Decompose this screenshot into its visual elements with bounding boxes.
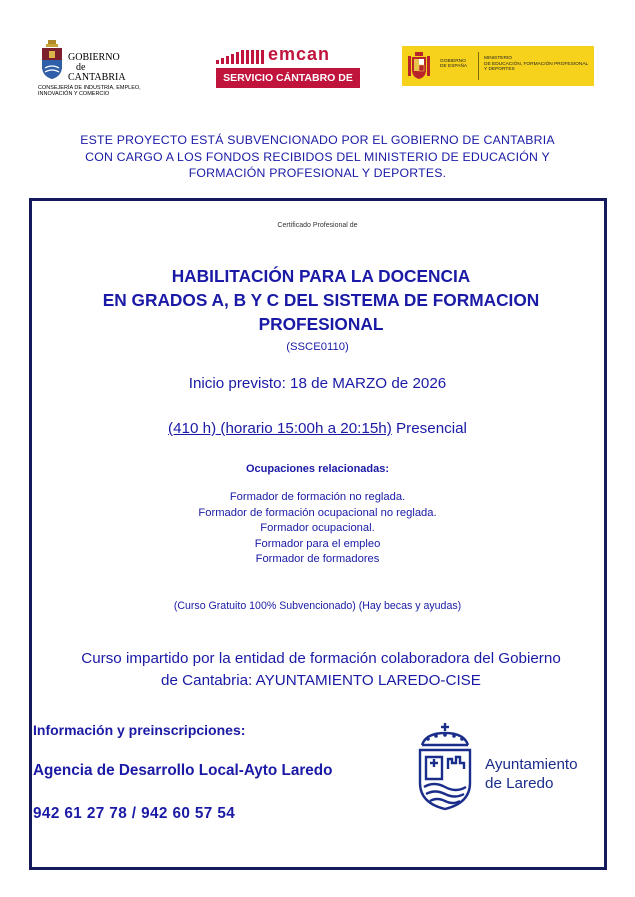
list-item: Formador de formación ocupacional no reglada. bbox=[198, 506, 437, 519]
info-heading: Información y preinscripciones: bbox=[33, 722, 246, 738]
emcan-dots-icon bbox=[216, 46, 266, 66]
subvencion-notice: ESTE PROYECTO ESTÁ SUBVENCIONADO POR EL GOBIERNO DE CANTABRIA CON CARGO A LOS FONDOS RECIBIDOS DEL MINISTERIO DE EDUCACIÓN Y FORMACIÓN PROFESIONAL Y DEPORTES. bbox=[80, 133, 555, 180]
entidad-colaboradora: Curso impartido por la entidad de formación colaboradora del Gobierno de Cantabria: AYUNTAMIENTO LAREDO-CISE bbox=[81, 650, 561, 689]
ayuntamiento-laredo-logo bbox=[416, 723, 616, 813]
ministerio-divider bbox=[478, 52, 479, 80]
schedule-hours: (410 h) (horario 15:00h a 20:15h) bbox=[168, 420, 392, 437]
start-date: Inicio previsto: 18 de MARZO de 2026 bbox=[188, 375, 447, 392]
laredo-coat-of-arms-icon bbox=[416, 723, 474, 811]
gobierno-cantabria-logo bbox=[38, 40, 158, 104]
ocupaciones-list bbox=[0, 490, 635, 568]
laredo-logo-text: Ayuntamiento de Laredo bbox=[485, 756, 578, 792]
ocupaciones-heading: Ocupaciones relacionadas: bbox=[245, 463, 390, 475]
emcan-wordmark: emcan bbox=[268, 44, 331, 64]
list-item: Formador ocupacional. bbox=[260, 522, 375, 535]
list-item: Formador de formadores bbox=[255, 553, 380, 566]
agencia-name: Agencia de Desarrollo Local-Ayto Laredo bbox=[33, 762, 333, 779]
ministerio-logo bbox=[402, 46, 594, 86]
gobierno-espana-label: GOBIERNO DE ESPAÑA bbox=[440, 59, 468, 70]
spain-coat-of-arms-icon bbox=[408, 52, 430, 80]
course-code: (SSCE0110) bbox=[286, 341, 349, 353]
schedule-mode: Presencial bbox=[391, 420, 467, 437]
phone-numbers: 942 61 27 78 / 942 60 57 54 bbox=[33, 805, 236, 822]
emcan-logo bbox=[216, 44, 360, 104]
cert-label: Certificado Profesional de bbox=[277, 222, 358, 229]
list-item: Formador para el empleo bbox=[254, 537, 381, 550]
consejeria-label: CONSEJERÍA DE INDUSTRIA, EMPLEO, INNOVACIÓN Y COMERCIO bbox=[38, 85, 141, 97]
gratuito-note: (Curso Gratuito 100% Subvencionado) (Hay becas y ayudas) bbox=[173, 600, 462, 612]
schedule bbox=[0, 420, 635, 437]
list-item: Formador de formación no reglada. bbox=[229, 491, 406, 503]
emcan-subtitle: SERVICIO CÁNTABRO DE EMPLEO bbox=[216, 68, 360, 88]
ministerio-name: MINISTERIO DE EDUCACIÓN, FORMACIÓN PROFESIONAL Y DEPORTES bbox=[484, 56, 589, 72]
gobierno-cantabria-name: GOBIERNO de CANTABRIA bbox=[68, 52, 126, 83]
cantabria-shield-icon bbox=[40, 40, 64, 80]
course-title: HABILITACIÓN PARA LA DOCENCIA EN GRADOS A, B Y C DEL SISTEMA DE FORMACION PROFESIONAL bbox=[102, 266, 540, 334]
